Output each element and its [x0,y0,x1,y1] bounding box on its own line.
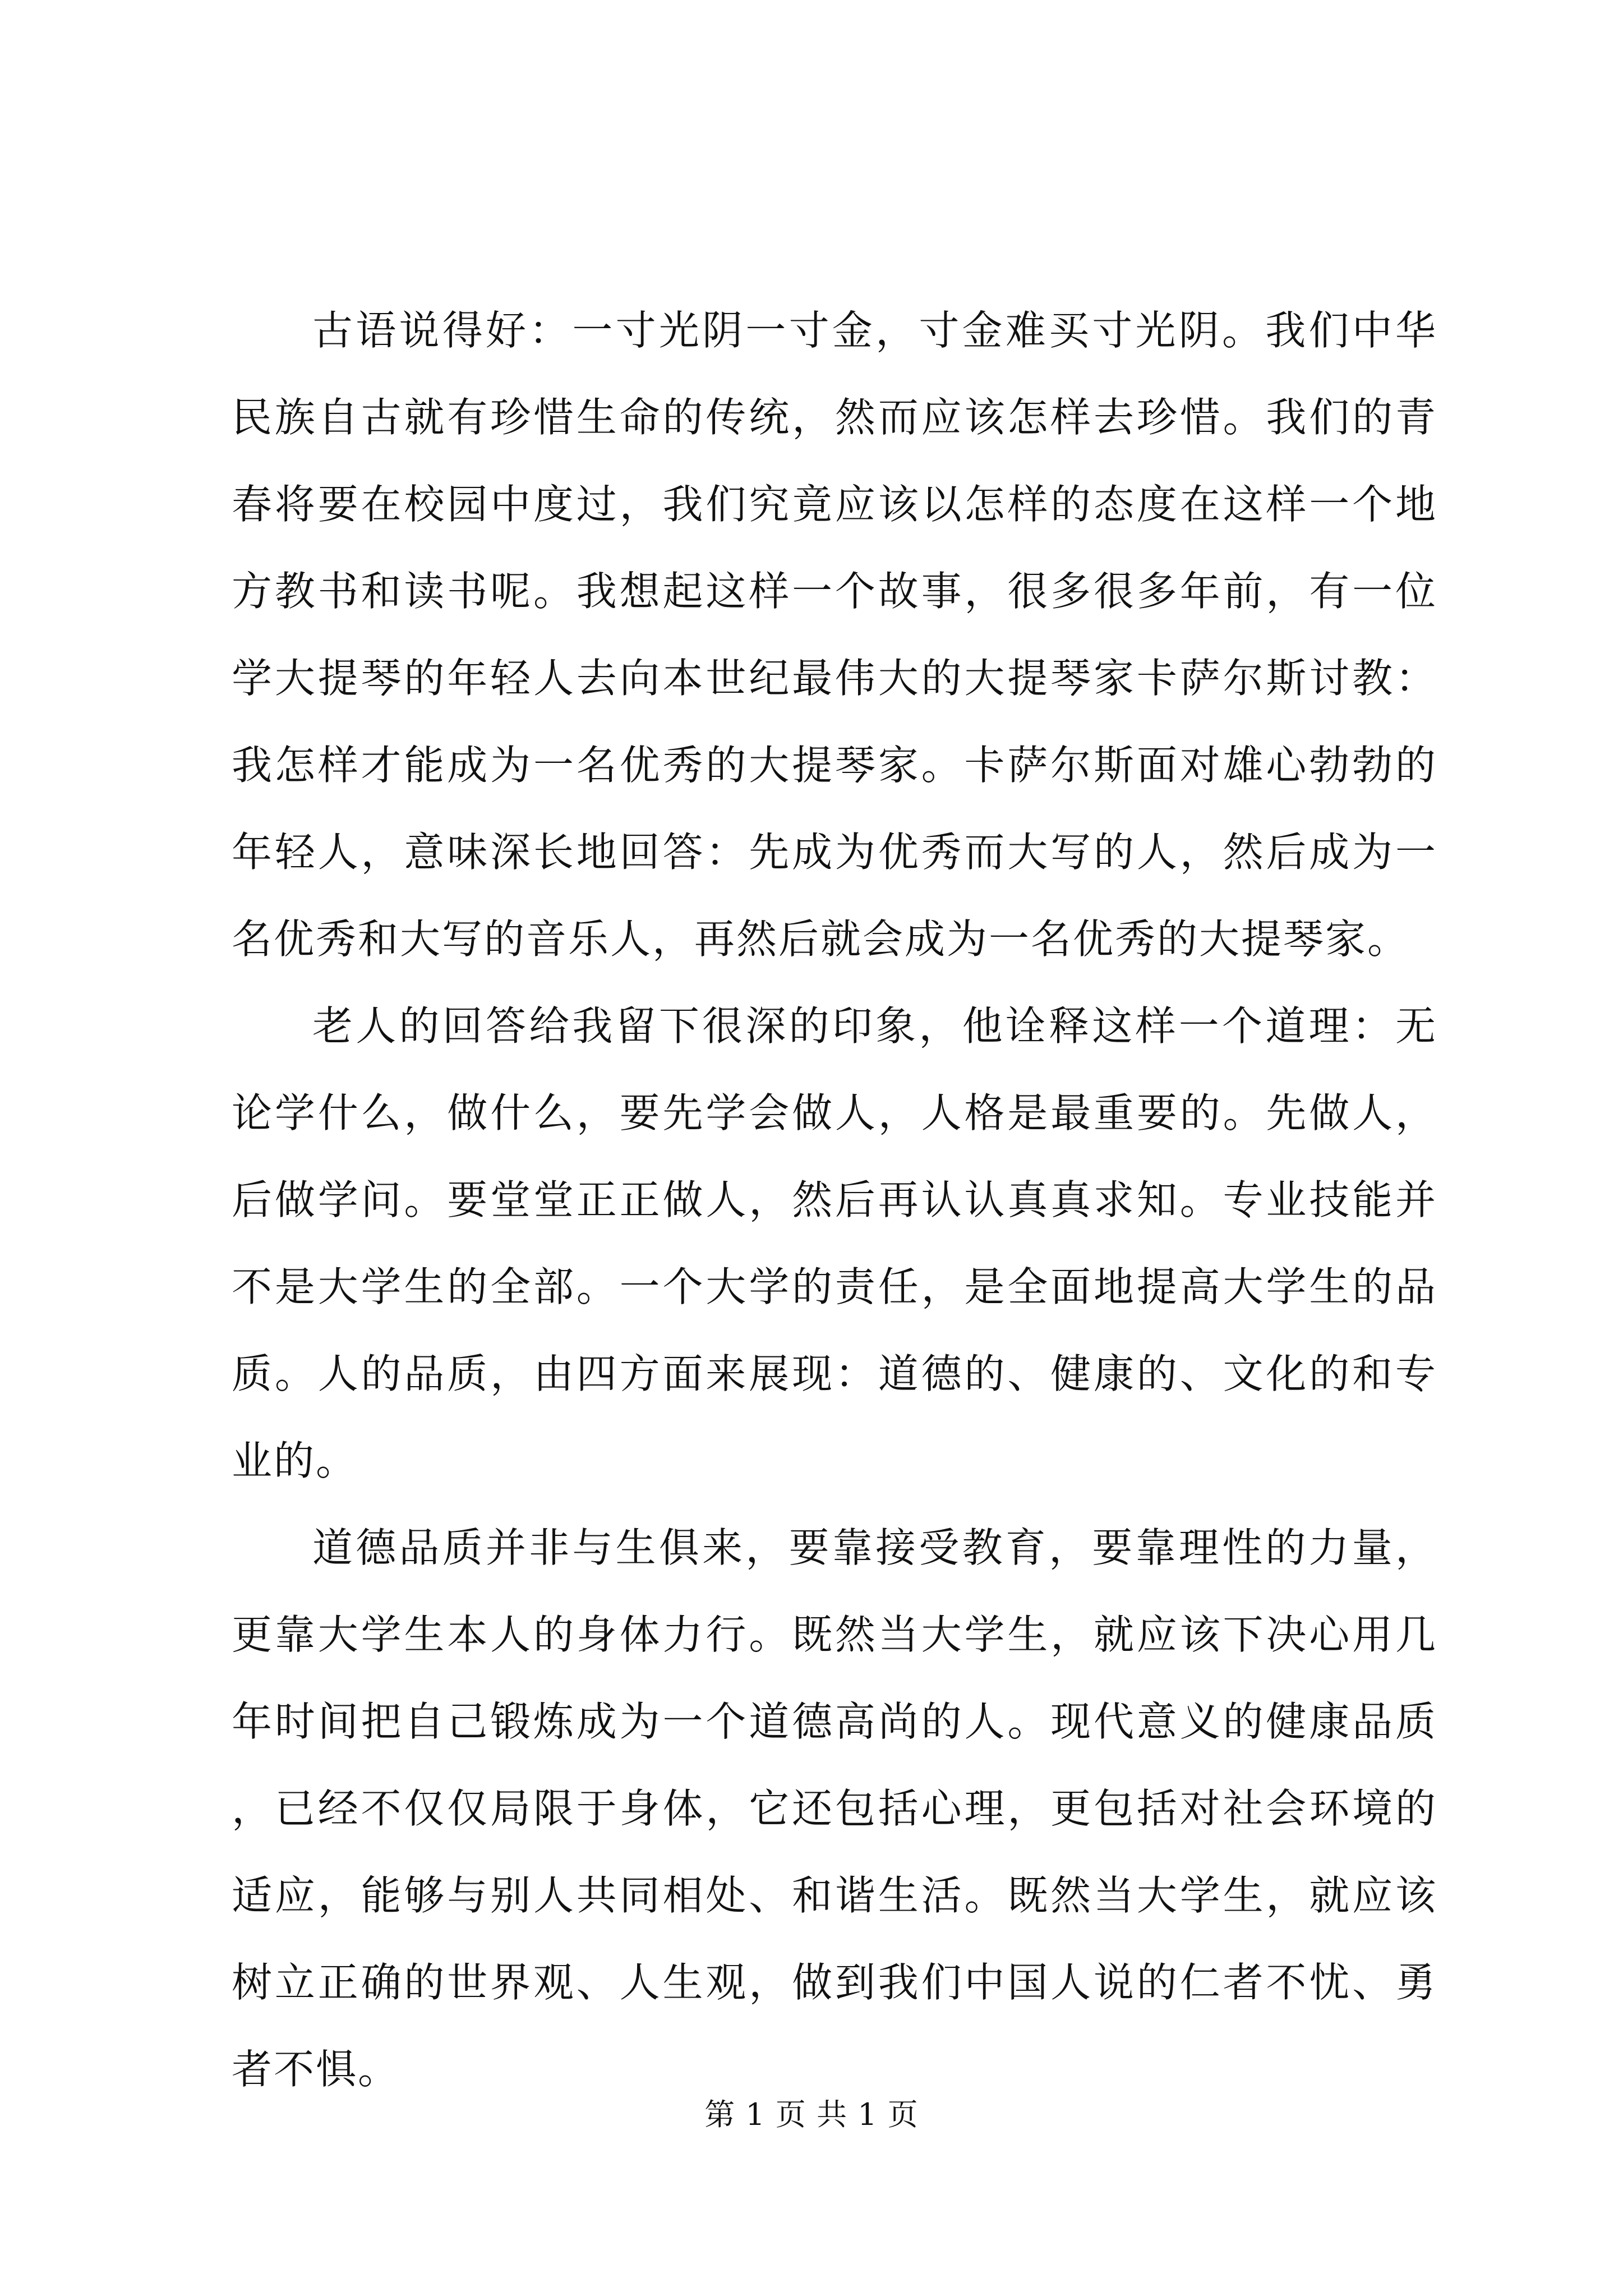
paragraph-2: 老人的回答给我留下很深的印象，他诠释这样一个道理：无论学什么，做什么，要先学会做人，人格是最重要的。先做人，后做学问。要堂堂正正做人，然后再认认真真求知。专业技能并不是大学生的全部。一个大学的责任，是全面地提高大学生的品质。人的品质，由四方面来展现：道德的、健康的、文化的和专业的。 [232,1002,1437,1484]
page-footer: 第 1 页 共 1 页 [704,2097,919,2132]
document-body [232,287,1437,2113]
paragraph-1: 古语说得好：一寸光阴一寸金，寸金难买寸光阴。我们中华民族自古就有珍惜生命的传统，然而应该怎样去珍惜。我们的青春将要在校园中度过，我们究竟应该以怎样的态度在这样一个地方教书和读书呢。我想起这样一个故事，很多很多年前，有一位学大提琴的年轻人去向本世纪最伟大的大提琴家卡萨尔斯讨教：我怎样才能成为一名优秀的大提琴家。卡萨尔斯面对雄心勃勃的年轻人，意味深长地回答：先成为优秀而大写的人，然后成为一名优秀和大写的音乐人，再然后就会成为一名优秀的大提琴家。 [232,307,1437,963]
paragraph-3: 道德品质并非与生俱来，要靠接受教育，要靠理性的力量，更靠大学生本人的身体力行。既然当大学生，就应该下决心用几年时间把自己锻炼成为一个道德高尚的人。现代意义的健康品质，已经不仅仅局限于身体，它还包括心理，更包括对社会环境的适应，能够与别人共同相处、和谐生活。既然当大学生，就应该树立正确的世界观、人生观，做到我们中国人说的仁者不忧、勇者不惧。 [232,1524,1437,2093]
